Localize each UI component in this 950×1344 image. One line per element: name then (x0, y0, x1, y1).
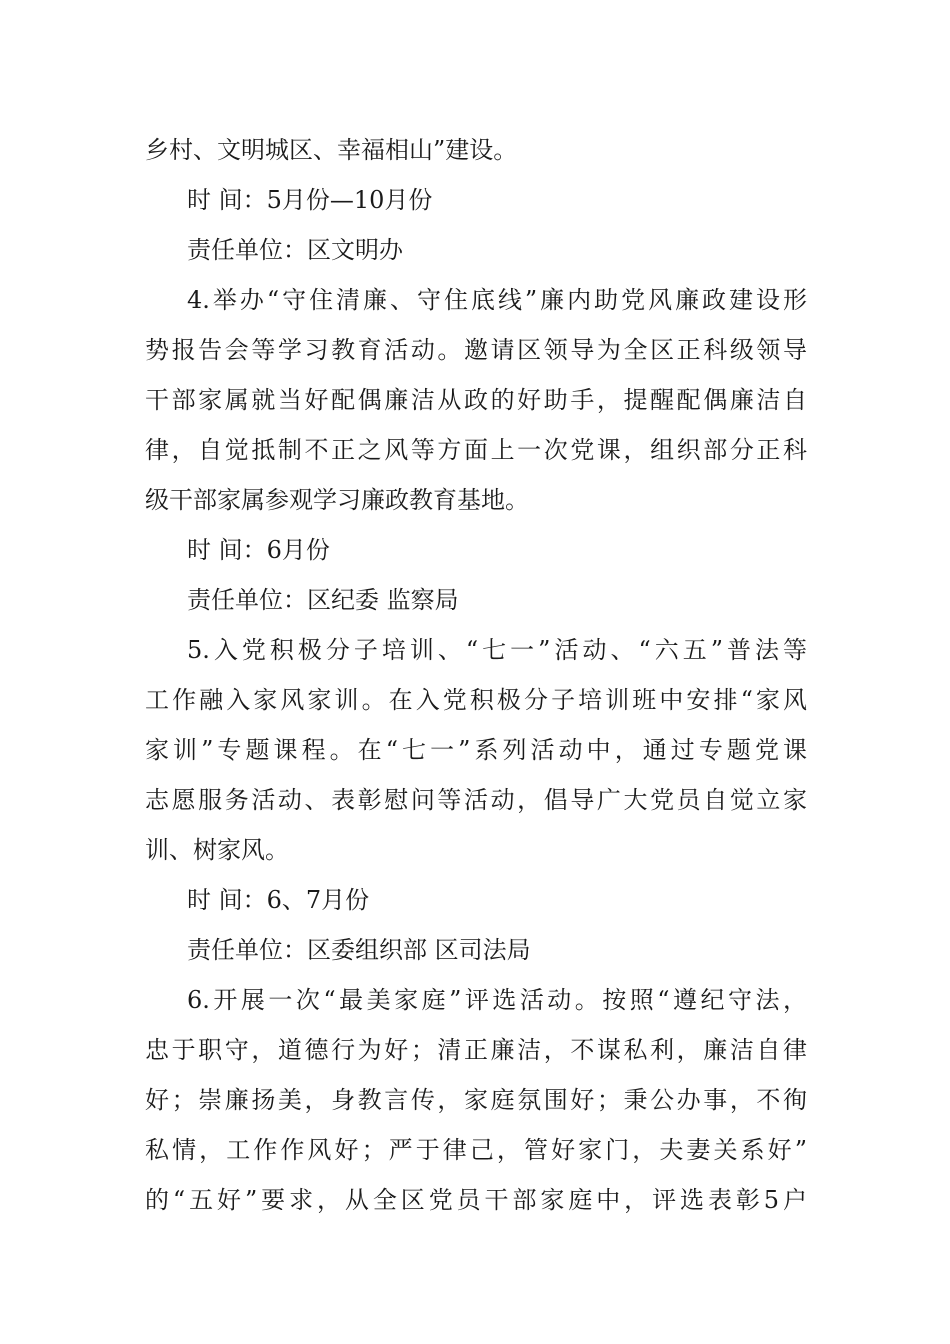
time-line: 时 间：6月份 (187, 536, 330, 564)
responsible-unit-line: 责任单位：区委组织部 区司法局 (187, 936, 531, 964)
text-line: 干部家属就当好配偶廉洁从政的好助手，提醒配偶廉洁自 (145, 386, 807, 414)
text-line: 律，自觉抵制不正之风等方面上一次党课，组织部分正科 (145, 436, 807, 464)
responsible-unit-line: 责任单位：区纪委 监察局 (187, 586, 459, 614)
item-heading-line: 5.入党积极分子培训、“七一”活动、“六五”普法等 (187, 636, 807, 664)
text-line: 的“五好”要求，从全区党员干部家庭中，评选表彰5户 (145, 1186, 807, 1214)
text-line: 训、树家风。 (145, 836, 289, 864)
text-line: 势报告会等学习教育活动。邀请区领导为全区正科级领导 (145, 336, 807, 364)
responsible-unit-line: 责任单位：区文明办 (187, 236, 403, 264)
text-line: 忠于职守，道德行为好；清正廉洁，不谋私利，廉洁自律 (145, 1036, 807, 1064)
text-line: 级干部家属参观学习廉政教育基地。 (145, 486, 529, 514)
time-line: 时 间：6、7月份 (187, 886, 370, 914)
text-line: 家训”专题课程。在“七一”系列活动中，通过专题党课 (145, 736, 807, 764)
item-heading-line: 6.开展一次“最美家庭”评选活动。按照“遵纪守法， (187, 986, 807, 1014)
text-line: 好；崇廉扬美，身教言传，家庭氛围好；秉公办事，不徇 (145, 1086, 807, 1114)
text-line: 私情，工作作风好；严于律己，管好家门，夫妻关系好” (145, 1136, 807, 1164)
text-line: 工作融入家风家训。在入党积极分子培训班中安排“家风 (145, 686, 807, 714)
text-line: 志愿服务活动、表彰慰问等活动，倡导广大党员自觉立家 (145, 786, 807, 814)
time-line: 时 间：5月份—10月份 (187, 186, 433, 214)
item-heading-line: 4.举办“守住清廉、守住底线”廉内助党风廉政建设形 (187, 286, 807, 314)
text-line: 乡村、文明城区、幸福相山”建设。 (145, 136, 518, 164)
